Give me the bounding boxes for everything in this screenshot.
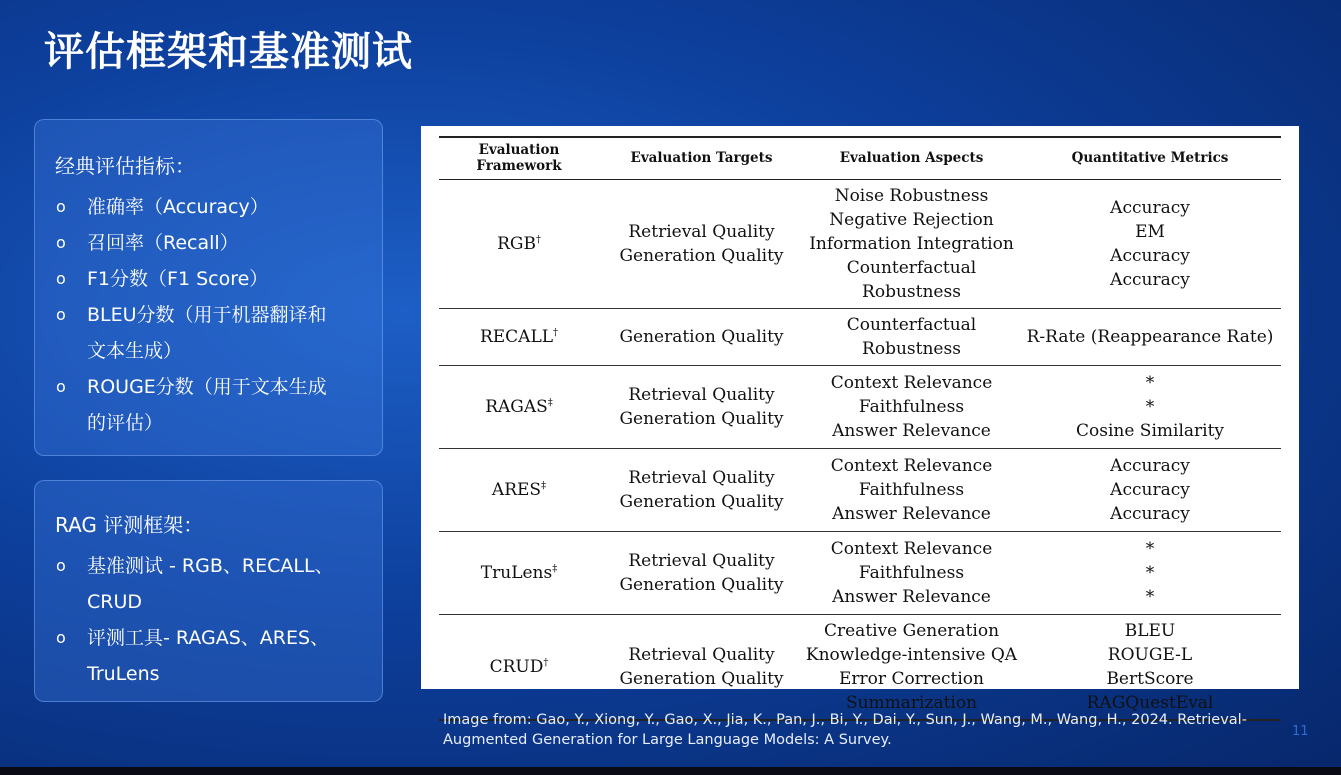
target-line: Generation Quality <box>619 574 784 595</box>
image-caption <box>443 710 1293 750</box>
cell-framework <box>439 179 599 308</box>
list-item: o 准确率（Accuracy） <box>55 189 362 225</box>
cell-framework <box>439 531 599 614</box>
framework-name: RECALL <box>479 326 554 347</box>
cell-aspects <box>804 614 1019 720</box>
page-number: 11 <box>1292 724 1309 739</box>
slide-title: 评估框架和基准测试 <box>44 29 413 75</box>
target-line: Generation Quality <box>619 326 784 347</box>
metric-line: Accuracy <box>1110 503 1190 524</box>
footnote-mark: † <box>553 326 559 338</box>
cell-targets <box>599 448 804 531</box>
footnote-mark: † <box>543 656 549 668</box>
table-row <box>439 365 1281 448</box>
target-line: Retrieval Quality <box>628 221 775 242</box>
list-item-continuation: 的评估） <box>87 412 164 434</box>
footnote-mark: ‡ <box>552 562 558 574</box>
panel-heading: RAG 评测框架： <box>55 513 204 537</box>
cell-metrics <box>1019 531 1281 614</box>
aspect-line: Information Integration <box>809 233 1014 254</box>
target-line: Retrieval Quality <box>628 384 775 405</box>
metric-line: RAGQuestEval <box>1086 692 1214 713</box>
cell-metrics <box>1019 179 1281 308</box>
table-row <box>439 448 1281 531</box>
bottom-bar <box>0 767 1341 775</box>
table-row <box>439 308 1281 365</box>
metric-line: BLEU <box>1124 620 1176 641</box>
framework-name: TruLens <box>480 562 553 583</box>
bullet-icon: o <box>56 377 66 396</box>
aspect-line: Error Correction <box>839 668 984 689</box>
footnote-mark: ‡ <box>541 479 547 491</box>
cell-aspects <box>804 531 1019 614</box>
footnote-mark: ‡ <box>547 396 553 408</box>
cell-aspects <box>804 448 1019 531</box>
metric-line: BertScore <box>1106 668 1194 689</box>
cell-targets <box>599 308 804 365</box>
cell-framework <box>439 308 599 365</box>
aspect-line: Context Relevance <box>830 455 993 476</box>
aspect-line: Answer Relevance <box>832 420 991 441</box>
framework-name: CRUD <box>489 656 544 677</box>
aspect-line: Answer Relevance <box>832 586 991 607</box>
target-line: Retrieval Quality <box>628 467 775 488</box>
cell-metrics <box>1019 308 1281 365</box>
metric-line: * <box>1145 562 1155 583</box>
metric-line: EM <box>1135 221 1165 242</box>
list-item-continuation: CRUD <box>87 591 143 613</box>
framework-name: RGB <box>497 233 536 254</box>
framework-name: RAGAS <box>485 396 548 417</box>
target-line: Generation Quality <box>619 668 784 689</box>
frameworks-list <box>55 548 362 692</box>
rag-frameworks-panel <box>34 480 383 702</box>
list-item: o 召回率（Recall） <box>55 225 362 261</box>
classic-metrics-panel <box>34 119 383 456</box>
aspect-line: Summarization <box>845 692 978 713</box>
cell-metrics <box>1019 365 1281 448</box>
table-row <box>439 179 1281 308</box>
framework-name: ARES <box>491 479 542 500</box>
bullet-icon: o <box>56 305 66 324</box>
cell-targets <box>599 365 804 448</box>
list-item: o ROUGE分数（用于文本生成 <box>55 369 362 405</box>
header-targets: Evaluation Targets <box>599 137 804 179</box>
aspect-line: Faithfulness <box>858 562 965 583</box>
metric-line: ROUGE-L <box>1107 644 1193 665</box>
aspect-line: Faithfulness <box>858 396 965 417</box>
metrics-list <box>55 189 362 441</box>
evaluation-table-card <box>421 126 1299 713</box>
metric-line: Accuracy <box>1110 479 1190 500</box>
list-item: o BLEU分数（用于机器翻译和 <box>55 297 362 333</box>
cell-framework <box>439 365 599 448</box>
aspect-line: Counterfactual Robustness <box>846 257 977 302</box>
bullet-icon: o <box>56 233 66 252</box>
list-item-continuation: 文本生成） <box>87 340 183 362</box>
aspect-line: Creative Generation <box>823 620 1000 641</box>
panel-heading: 经典评估指标： <box>55 154 195 178</box>
aspect-line: Noise Robustness <box>834 185 989 206</box>
bullet-icon: o <box>56 556 66 575</box>
aspect-line: Context Relevance <box>830 538 993 559</box>
target-line: Generation Quality <box>619 491 784 512</box>
table-row <box>439 614 1281 720</box>
aspect-line: Counterfactual Robustness <box>846 314 977 359</box>
metric-line: R-Rate (Reappearance Rate) <box>1026 326 1274 347</box>
metric-line: Accuracy <box>1110 197 1190 218</box>
caption-line: Augmented Generation for Large Language Models: A Survey. <box>443 732 892 748</box>
list-item-continuation: TruLens <box>87 663 160 685</box>
metric-line: * <box>1145 372 1155 393</box>
cell-targets <box>599 614 804 720</box>
metric-line: * <box>1145 396 1155 417</box>
metric-line: * <box>1145 586 1155 607</box>
metric-line: Accuracy <box>1110 269 1190 290</box>
bullet-icon: o <box>56 197 66 216</box>
cell-metrics <box>1019 448 1281 531</box>
aspect-line: Answer Relevance <box>832 503 991 524</box>
cell-aspects <box>804 308 1019 365</box>
cell-framework <box>439 614 599 720</box>
target-line: Generation Quality <box>619 408 784 429</box>
evaluation-table <box>439 136 1281 721</box>
footnote-mark: † <box>535 233 541 245</box>
target-line: Retrieval Quality <box>628 550 775 571</box>
caption-line: Image from: Gao, Y., Xiong, Y., Gao, X., Jia, K., Pan, J., Bi, Y., Dai, Y., Sun, J., Wang, M., Wang, H., 2024. Retrieval- <box>443 712 1247 728</box>
header-framework: Evaluation Framework <box>439 137 599 179</box>
header-aspects: Evaluation Aspects <box>804 137 1019 179</box>
target-line: Retrieval Quality <box>628 644 775 665</box>
target-line: Generation Quality <box>619 245 784 266</box>
bullet-icon: o <box>56 269 66 288</box>
header-metrics: Quantitative Metrics <box>1019 137 1281 179</box>
bullet-icon: o <box>56 628 66 647</box>
cell-aspects <box>804 365 1019 448</box>
aspect-line: Negative Rejection <box>829 209 994 230</box>
cell-targets <box>599 531 804 614</box>
metric-line: Accuracy <box>1110 245 1190 266</box>
list-item: o 评测工具- RAGAS、ARES、 <box>55 620 362 656</box>
aspect-line: Context Relevance <box>830 372 993 393</box>
aspect-line: Knowledge-intensive QA <box>805 644 1018 665</box>
cell-targets <box>599 179 804 308</box>
cell-aspects <box>804 179 1019 308</box>
aspect-line: Faithfulness <box>858 479 965 500</box>
metric-line: * <box>1145 538 1155 559</box>
cell-framework <box>439 448 599 531</box>
metric-line: Cosine Similarity <box>1075 420 1225 441</box>
cell-metrics <box>1019 614 1281 720</box>
table-row <box>439 531 1281 614</box>
list-item: o 基准测试 - RGB、RECALL、 <box>55 548 362 584</box>
metric-line: Accuracy <box>1110 455 1190 476</box>
list-item: o F1分数（F1 Score） <box>55 261 362 297</box>
